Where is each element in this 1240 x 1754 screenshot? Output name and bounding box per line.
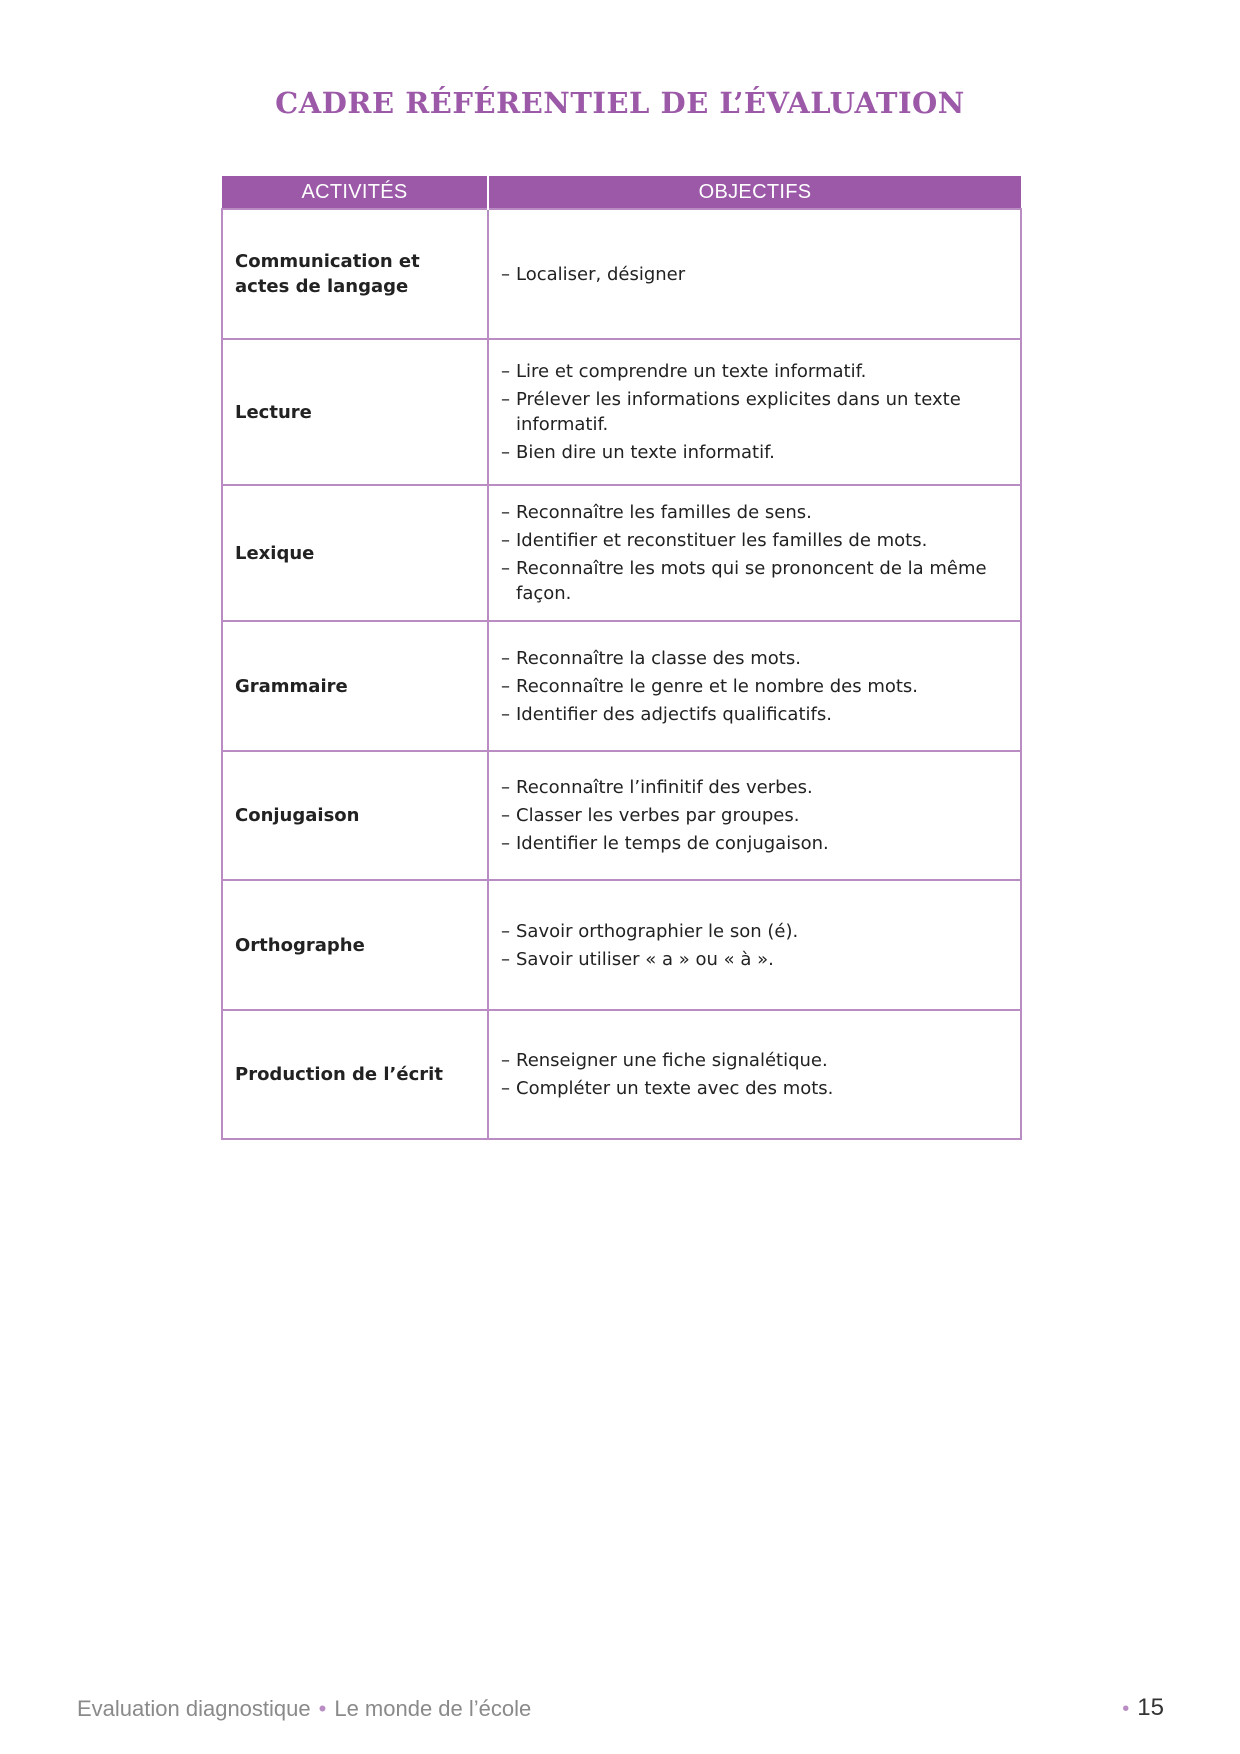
reference-table [221, 176, 1022, 1140]
objective-item: – Classer les verbes par groupes. [501, 803, 1010, 828]
objectives-list [501, 1048, 1010, 1101]
footer-caption [77, 1696, 531, 1722]
activity-cell: Orthographe [222, 880, 488, 1010]
activity-cell: Grammaire [222, 621, 488, 751]
objectives-list [501, 359, 1010, 465]
footer-section: Evaluation diagnostique [77, 1696, 311, 1721]
objective-item: – Reconnaître l’infinitif des verbes. [501, 775, 1010, 800]
footer-unit: Le monde de l’école [334, 1696, 532, 1721]
objectives-cell [488, 1010, 1021, 1139]
page-title: CADRE RÉFÉRENTIEL DE L’ÉVALUATION [275, 86, 965, 120]
objective-item: – Identifier des adjectifs qualificatifs. [501, 702, 1010, 727]
activity-cell: Conjugaison [222, 751, 488, 880]
objective-item: – Savoir utiliser « a » ou « à ». [501, 947, 1010, 972]
objective-item: – Reconnaître les familles de sens. [501, 500, 1010, 525]
table-header-row [222, 176, 1021, 209]
objectives-cell [488, 880, 1021, 1010]
activity-cell: Lexique [222, 485, 488, 621]
objectives-list [501, 775, 1010, 856]
objective-item: – Bien dire un texte informatif. [501, 440, 1010, 465]
table-row [222, 209, 1021, 339]
objective-item: – Renseigner une fiche signalétique. [501, 1048, 1010, 1073]
objective-item: – Identifier et reconstituer les familles de mots. [501, 528, 1010, 553]
objectives-list [501, 919, 1010, 972]
objective-item: – Localiser, désigner [501, 262, 1010, 287]
objective-item: – Lire et comprendre un texte informatif. [501, 359, 1010, 384]
header-objectifs: OBJECTIFS [488, 176, 1021, 209]
activity-cell: Communication et actes de langage [222, 209, 488, 339]
objectives-list [501, 500, 1010, 606]
objectives-list [501, 262, 1010, 287]
objective-item: – Reconnaître les mots qui se prononcent de la même façon. [501, 556, 1010, 606]
table-row [222, 621, 1021, 751]
footer-separator: • [318, 1696, 327, 1721]
page-number: 15 [1137, 1694, 1164, 1721]
objectives-cell [488, 751, 1021, 880]
table-row [222, 485, 1021, 621]
objectives-cell [488, 621, 1021, 751]
objective-item: – Savoir orthographier le son (é). [501, 919, 1010, 944]
activity-cell: Production de l’écrit [222, 1010, 488, 1139]
table-row [222, 1010, 1021, 1139]
objective-item: – Reconnaître le genre et le nombre des mots. [501, 674, 1010, 699]
table-row [222, 751, 1021, 880]
header-activites: ACTIVITÉS [222, 176, 488, 209]
objective-item: – Prélever les informations explicites dans un texte informatif. [501, 387, 1010, 437]
objective-item: – Identifier le temps de conjugaison. [501, 831, 1010, 856]
objectives-cell [488, 209, 1021, 339]
objectives-cell [488, 339, 1021, 485]
table-row [222, 339, 1021, 485]
page-number-block [1122, 1694, 1164, 1722]
objective-item: – Compléter un texte avec des mots. [501, 1076, 1010, 1101]
objectives-list [501, 646, 1010, 727]
activity-cell: Lecture [222, 339, 488, 485]
objective-item: – Reconnaître la classe des mots. [501, 646, 1010, 671]
table-row [222, 880, 1021, 1010]
objectives-cell [488, 485, 1021, 621]
page-number-bullet: • [1122, 1698, 1130, 1720]
